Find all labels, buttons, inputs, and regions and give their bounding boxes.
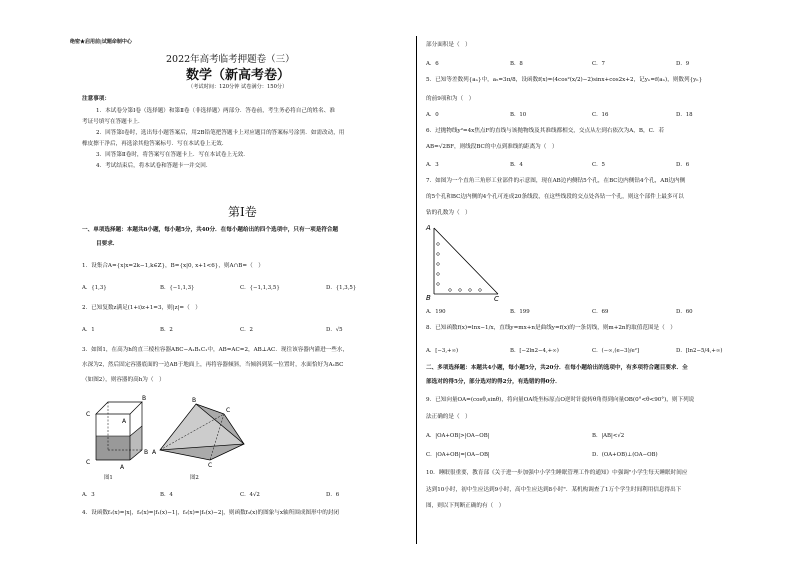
option: B．10 — [510, 112, 527, 118]
note-line: 橡皮擦干净后，再选涂其他答案标号．写在本试卷上无效． — [82, 141, 228, 147]
option: D．60 — [676, 309, 693, 315]
note-line: 3．回答第Ⅱ卷时，将答案写在答题卡上．写在本试卷上无效． — [96, 152, 249, 158]
question-9-stem: 法正确的是（ ） — [426, 414, 471, 420]
option: C．69 — [592, 309, 609, 315]
question-3-stem: （如图2），则容器的高h为（ ） — [82, 377, 165, 383]
option: B．4 — [510, 162, 523, 168]
option: A．1 — [82, 327, 95, 333]
option: B．2 — [160, 327, 173, 333]
question-4-continued: 部分面积是（ ） — [426, 42, 471, 48]
figure-triangle-part — [424, 222, 504, 302]
option: C．5 — [592, 162, 605, 168]
svg-text:B: B — [142, 395, 147, 402]
option: A．[−3,+∞) — [426, 348, 459, 354]
option: A．|OA+OB|>|OA−OB| — [426, 433, 490, 439]
option: D．18 — [676, 112, 693, 118]
svg-text:A: A — [152, 449, 157, 456]
option: B．{−1,1,3} — [160, 285, 195, 291]
figure-2-tilted-prism — [150, 394, 250, 468]
figure-2-caption: 图2 — [190, 475, 199, 481]
option: D．6 — [676, 162, 690, 168]
option: D．√5 — [326, 327, 343, 333]
question-9-stem: 9．已知向量OA=(cosθ,sinθ)，将向量OA绕坐标原点O逆时针旋转θ角得到向量OB(0°<θ<90°)，则下列说 — [426, 397, 695, 403]
column-divider — [416, 36, 417, 544]
paper-subtitle: 数学（新高考卷） — [186, 68, 291, 83]
part2-intro: 二、多项选择题：本题共4小题，每小题5分，共20分．在每小题给出的选项中，有多项符合题目要求．全 — [426, 365, 688, 371]
option: A．0 — [426, 112, 439, 118]
option: B．|AB|<√2 — [592, 433, 625, 439]
option: D．(OA+OB)⊥(OA−OB) — [592, 452, 658, 458]
svg-text:C: C — [86, 411, 91, 418]
notes-heading: 注意事项： — [82, 96, 110, 102]
question-7-stem: 的5个孔和BC边内侧的4个孔可连成20条线段，在这些线段的交点处各钻一个孔，则这个部件上最多可以 — [426, 194, 684, 200]
question-6-stem: 6．过抛物线y²=4x焦点F的直线与该抛物线及其准线都相交，交点从左到右依次为A，B，C．若 — [426, 128, 665, 134]
svg-text:B: B — [192, 397, 197, 404]
vertex-label: B — [426, 294, 431, 302]
vertex-label: C — [494, 295, 499, 302]
svg-text:C: C — [208, 462, 213, 468]
svg-text:C: C — [86, 459, 91, 466]
option: C．|OA+OB|=|OA−OB| — [426, 452, 490, 458]
question-10-stem: 达到10小时，初中生应达到9小时，高中生应达到8小时"．某机构调查了1万个学生时间利用信息得出下 — [426, 487, 682, 493]
question-10-stem: 10．睡眠很重要，教育部《关于进一步加强中小学生睡眠管理工作的通知》中强调"小学生每天睡眠时间应 — [426, 470, 688, 476]
option: C．4√2 — [240, 492, 260, 498]
question-6-stem: AB=√2BF，则线段BC的中点到准线的距离为（ ） — [426, 144, 558, 150]
note-line: 4．考试结束后，将本试卷和答题卡一并交回． — [96, 163, 212, 169]
option: B．[−2ln2−4,+∞) — [510, 348, 559, 354]
question-7-stem: 钻的孔数为（ ） — [426, 210, 471, 216]
note-line: 考证号填写在答题卡上． — [82, 119, 144, 125]
secret-label: 绝密★启用前|试题命制中心 — [70, 39, 132, 45]
svg-text:A: A — [122, 418, 127, 425]
svg-text:C: C — [226, 407, 231, 414]
question-4-stem: 4．设函数f₁(x)=|x|，f₂(x)=|f₁(x)−1|，f₃(x)=|f₂(x)−2|，则函数f₃(x)的图象与x轴所围成图形中的封闭 — [82, 510, 339, 516]
option: D．6 — [326, 492, 340, 498]
question-3-stem: 水深为2，然后固定容器底面的一边AB于地面上，再将容器倾斜，当倾斜到某一位置时，水面恰好为A₁BC — [82, 362, 344, 368]
vertex-label: A — [426, 224, 431, 232]
option: D．{1,3,5} — [326, 285, 357, 291]
question-2-stem: 2．已知复数z满足(1+i)z+1=3，则|z|=（ ） — [82, 305, 201, 311]
option: B．8 — [510, 61, 523, 67]
option: D．[ln2−5/4,+∞) — [676, 348, 723, 354]
figure-1-prism — [84, 392, 160, 472]
svg-text:A: A — [120, 464, 125, 471]
svg-text:B: B — [144, 449, 149, 456]
option: A．6 — [426, 61, 439, 67]
question-1-stem: 1．设集合A={x|x=2k−1,k∈Z}，B={x|0, x+1<6}，则A∩B=（ ） — [82, 263, 264, 269]
paper-title: 2022年高考临考押题卷（三） — [166, 54, 295, 65]
option: C．(−∞,(e−3)/e²] — [592, 348, 639, 354]
option: A．3 — [82, 492, 95, 498]
option: C．7 — [592, 61, 605, 67]
option: B．199 — [510, 309, 530, 315]
question-5-stem: 的前9项和为（ ） — [426, 96, 475, 102]
question-8-stem: 8．已知函数f(x)=lnx−1/x，直线y=mx+n是曲线y=f(x)的一条切线，则m+2n的取值范围是（ ） — [426, 325, 676, 331]
question-5-stem: 5．已知等差数列{aₙ}中，a₅=3π/8，设函数f(x)=(4cos²(x/2)−2)sinx+cos2x+2，记yₙ=f(aₙ)，则数列{yₙ} — [426, 77, 703, 83]
note-line: 1．本试卷分第Ⅰ卷（选择题）和第Ⅱ卷（非选择题）两部分．答卷前，考生务必将自己的姓名、准 — [96, 108, 335, 114]
exam-info: （考试时间：120分钟 试卷满分：150分） — [188, 84, 288, 90]
option: C．2 — [240, 327, 253, 333]
option: C．{−1,1,3,5} — [240, 285, 280, 291]
option: A．190 — [426, 309, 446, 315]
question-7-stem: 7．如图为一个直角三角形工业部件的示意图，现在AB边内侧钻5个孔，在BC边内侧钻4个孔，AB边内侧 — [426, 178, 686, 184]
option: D．9 — [676, 61, 690, 67]
note-line: 2．回答第Ⅰ卷时，选出每小题答案后，用2B铅笔把答题卡上对应题目的答案标号涂黑．如需改动，用 — [96, 130, 345, 136]
part2-intro: 部选对的得5分，部分选对的得2分，有选错的得0分． — [426, 379, 561, 385]
option: B．4 — [160, 492, 173, 498]
part1-intro: 一、单项选择题：本题共8小题，每小题5分，共40分．在每小题给出的四个选项中，只有一项是符合题 — [82, 227, 339, 233]
section1-title: 第Ⅰ卷 — [228, 205, 257, 219]
part1-intro: 目要求． — [96, 241, 119, 247]
option: C．16 — [592, 112, 609, 118]
question-10-stem: 图，则以下判断正确的有（ ） — [426, 503, 505, 509]
option: A．{1,3} — [82, 285, 107, 291]
figure-1-caption: 图1 — [104, 475, 113, 481]
option: A．3 — [426, 162, 439, 168]
question-3-stem: 3．如图1，在高为h的直三棱柱容器ABC−A₁B₁C₁中，AB=AC=2，AB⊥AC．现往该容器内灌进一些水， — [82, 347, 349, 353]
